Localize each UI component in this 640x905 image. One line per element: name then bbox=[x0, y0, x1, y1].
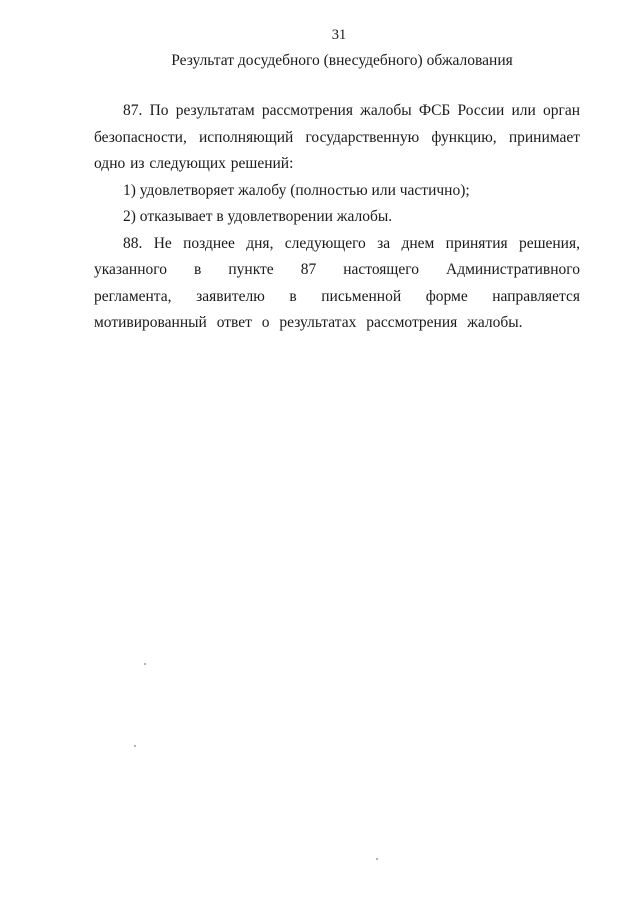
body-text bbox=[94, 98, 580, 337]
scan-speck bbox=[144, 663, 146, 665]
paragraph-87: 87. По результатам рассмотрения жалобы ФСБ России или орган безопасности, исполняющий государственную функцию, принимает одно из следующих решений: bbox=[94, 102, 580, 172]
scan-speck bbox=[376, 858, 378, 860]
scan-speck bbox=[134, 745, 136, 747]
paragraph-88: 88. Не позднее дня, следующего за днем принятия решения, указанного в пункте 87 настоящего Административного регламента, заявителю в письменной форме направляется мотивированный ответ о результатах рассмотрения жалобы. bbox=[94, 234, 580, 331]
decision-item-1: 1) удовлетворяет жалобу (полностью или частично); bbox=[123, 181, 470, 199]
decision-item-2: 2) отказывает в удовлетворении жалобы. bbox=[123, 208, 393, 225]
page-number: 31 bbox=[331, 27, 347, 43]
section-title: Результат досудебного (внесудебного) обжалования bbox=[171, 52, 513, 69]
